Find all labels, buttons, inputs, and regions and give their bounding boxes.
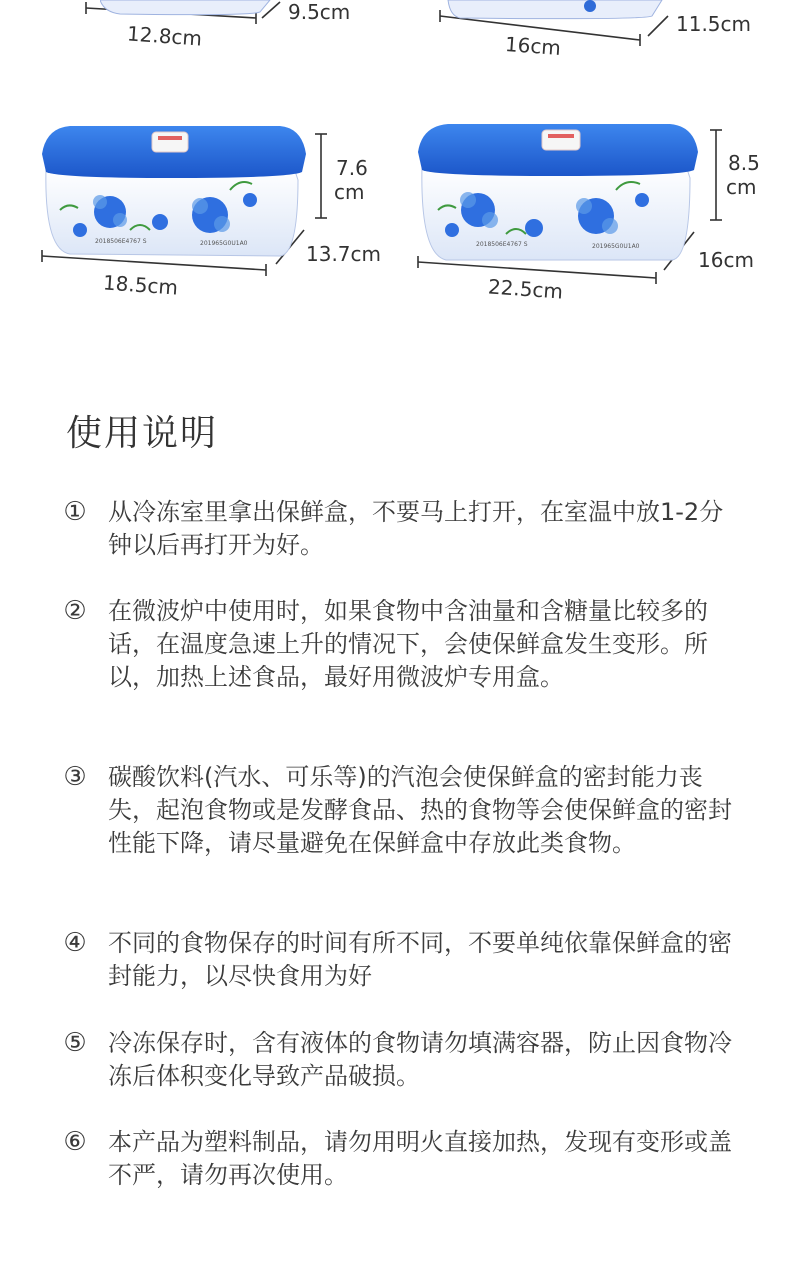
dim-top-left-height: 9.5cm (288, 0, 351, 24)
dim-box-b-length: 22.5cm (487, 274, 564, 304)
dim-top-left-length: 12.8cm (126, 21, 203, 51)
svg-text:201965G0U1A0: 201965G0U1A0 (200, 240, 248, 247)
svg-text:2018506E4767 S: 2018506E4767 S (95, 238, 147, 245)
dim-box-a-length: 18.5cm (102, 270, 179, 300)
instruction-number: ② (63, 596, 87, 626)
instruction-text: 在微波炉中使用时，如果食物中含油量和含糖量比较多的话，在温度急速上升的情况下，会使保鲜盒发生变形。所以，加热上述食品，最好用微波炉专用盒。 (108, 597, 708, 691)
food-container-small (40, 120, 310, 270)
dim-top-right-length: 16cm (504, 32, 562, 60)
dim-box-a-height-unit: cm (334, 180, 365, 204)
container-partial-left (100, 0, 280, 20)
instructions-title: 使用说明 (66, 413, 219, 454)
food-container-large (416, 118, 702, 278)
instruction-text: 冷冻保存时，含有液体的食物请勿填满容器，防止因食物冷冻后体积变化导致产品破损。 (108, 1029, 732, 1090)
instruction-text: 从冷冻室里拿出保鲜盒，不要马上打开，在室温中放1-2分钟以后再打开为好。 (108, 498, 724, 559)
dim-box-a-width: 13.7cm (306, 242, 382, 266)
instruction-text: 不同的食物保存的时间有所不同，不要单纯依靠保鲜盒的密封能力，以尽快食用为好 (108, 929, 732, 990)
dim-top-right-width: 11.5cm (676, 12, 752, 36)
instruction-number: ⑥ (63, 1127, 87, 1157)
container-partial-right (440, 0, 670, 26)
instruction-number: ④ (63, 928, 87, 958)
instruction-number: ⑤ (63, 1028, 87, 1058)
svg-text:201965G0U1A0: 201965G0U1A0 (592, 243, 640, 250)
dim-box-b-height-unit: cm (726, 175, 757, 199)
dim-box-a-height-value: 7.6 (336, 156, 368, 180)
dim-box-b-height-value: 8.5 (728, 151, 760, 175)
instruction-number: ① (63, 497, 87, 527)
svg-text:2018506E4767 S: 2018506E4767 S (476, 241, 528, 248)
instruction-text: 本产品为塑料制品，请勿用明火直接加热，发现有变形或盖不严，请勿再次使用。 (108, 1128, 732, 1189)
dim-box-b-width: 16cm (698, 248, 754, 272)
instruction-number: ③ (63, 762, 87, 792)
instruction-text: 碳酸饮料(汽水、可乐等)的汽泡会使保鲜盒的密封能力丧失，起泡食物或是发酵食品、热的食物等会使保鲜盒的密封性能下降，请尽量避免在保鲜盒中存放此类食物。 (108, 763, 732, 857)
